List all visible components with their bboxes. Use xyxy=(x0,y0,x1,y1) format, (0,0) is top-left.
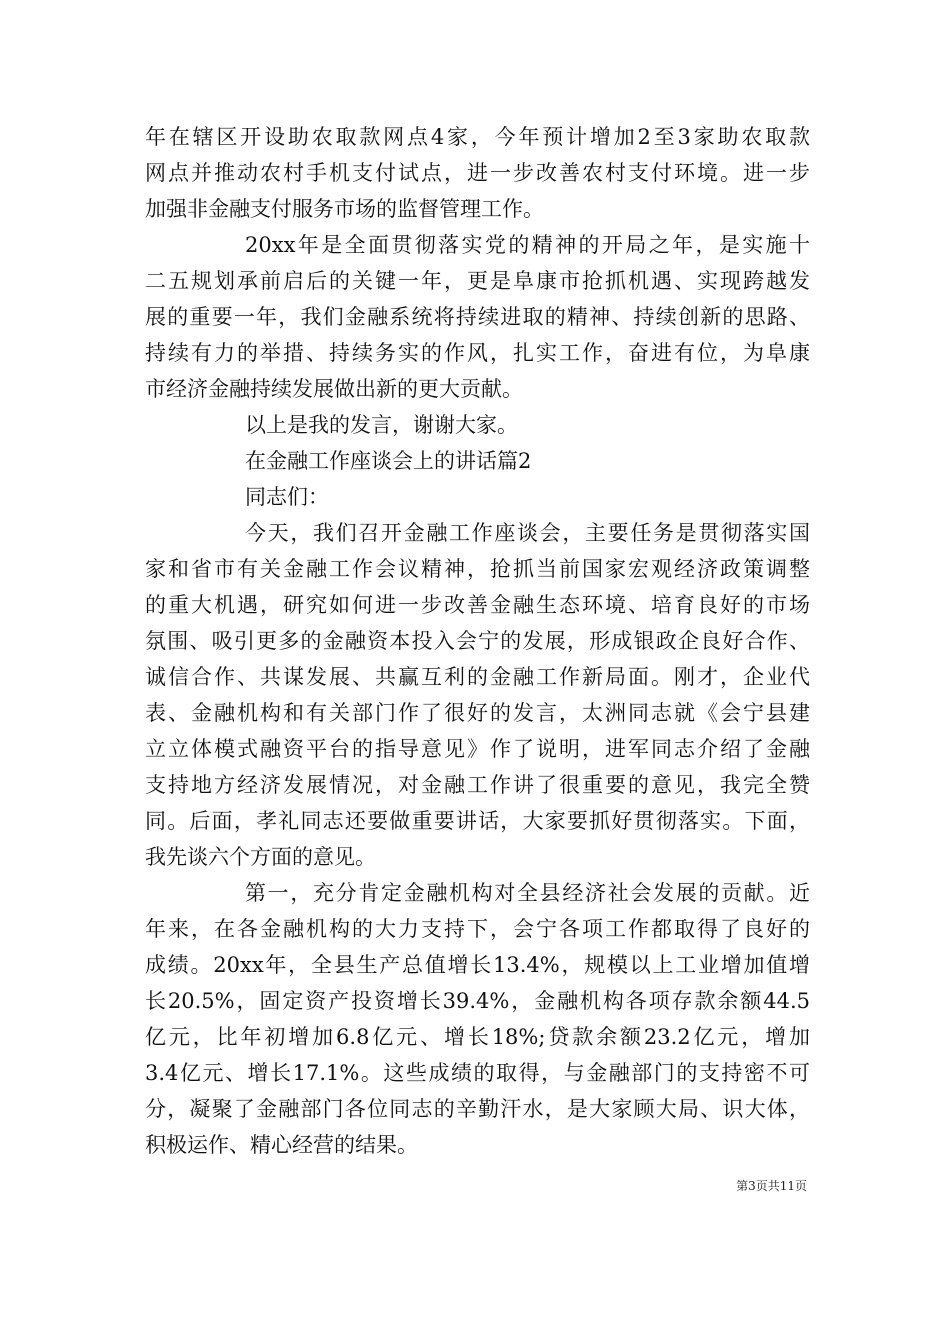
text-line: 二五规划承前启后的关键一年，更是阜康市抢抓机遇、实现跨越发 xyxy=(145,269,810,293)
text-line: 氛围、吸引更多的金融资本投入会宁的发展，形成银政企良好合作、 xyxy=(145,629,810,653)
text-line: 3.4亿元、增长17.1%。这些成绩的取得，与金融部门的支持密不可 xyxy=(145,1061,810,1085)
section-heading: 在金融工作座谈会上的讲话篇2 xyxy=(245,449,532,473)
text-line: 加强非金融支付服务市场的监督管理工作。 xyxy=(145,197,544,221)
text-line: 今天，我们召开金融工作座谈会，主要任务是贯彻落实国 xyxy=(245,521,810,545)
text-line: 网点并推动农村手机支付试点，进一步改善农村支付环境。进一步 xyxy=(145,161,810,185)
text-line: 我先谈六个方面的意见。 xyxy=(145,845,376,869)
document-body xyxy=(145,119,810,1163)
text-line: 市经济金融持续发展做出新的更大贡献。 xyxy=(145,377,523,401)
text-line: 展的重要一年，我们金融系统将持续进取的精神、持续创新的思路、 xyxy=(145,305,810,329)
text-line: 长20.5%，固定资产投资增长39.4%，金融机构各项存款余额44.5 xyxy=(145,989,810,1013)
text-line: 年在辖区开设助农取款网点4家，今年预计增加2至3家助农取款 xyxy=(145,125,810,149)
text-line: 以上是我的发言，谢谢大家。 xyxy=(245,413,518,437)
text-line: 分，凝聚了金融部门各位同志的辛勤汗水，是大家顾大局、识大体， xyxy=(145,1097,810,1121)
text-line: 家和省市有关金融工作会议精神，抢抓当前国家宏观经济政策调整 xyxy=(145,557,810,581)
text-line: 20xx年是全面贯彻落实党的精神的开局之年，是实施十 xyxy=(245,233,810,257)
text-line: 的重大机遇，研究如何进一步改善金融生态环境、培育良好的市场 xyxy=(145,593,810,617)
text-line: 立立体模式融资平台的指导意见》作了说明，进军同志介绍了金融 xyxy=(145,737,810,761)
text-line: 年来，在各金融机构的大力支持下，会宁各项工作都取得了良好的 xyxy=(145,917,810,941)
text-line: 同。后面，孝礼同志还要做重要讲话，大家要抓好贯彻落实。下面， xyxy=(145,809,810,833)
salutation: 同志们： xyxy=(245,485,329,509)
text-line: 持续有力的举措、持续务实的作风，扎实工作，奋进有位，为阜康 xyxy=(145,341,810,365)
text-line: 积极运作、精心经营的结果。 xyxy=(145,1133,418,1157)
text-line: 第一，充分肯定金融机构对全县经济社会发展的贡献。近 xyxy=(245,881,810,905)
text-line: 表、金融机构和有关部门作了很好的发言，太洲同志就《会宁县建 xyxy=(145,701,810,725)
page-number: 第3页共11页 xyxy=(736,1179,807,1193)
text-line: 诚信合作、共谋发展、共赢互利的金融工作新局面。刚才，企业代 xyxy=(145,665,810,689)
text-line: 支持地方经济发展情况，对金融工作讲了很重要的意见，我完全赞 xyxy=(145,773,810,797)
text-line: 成绩。20xx年，全县生产总值增长13.4%，规模以上工业增加值增 xyxy=(145,953,810,977)
text-line: 亿元，比年初增加6.8亿元、增长18%;贷款余额23.2亿元，增加 xyxy=(145,1025,810,1049)
